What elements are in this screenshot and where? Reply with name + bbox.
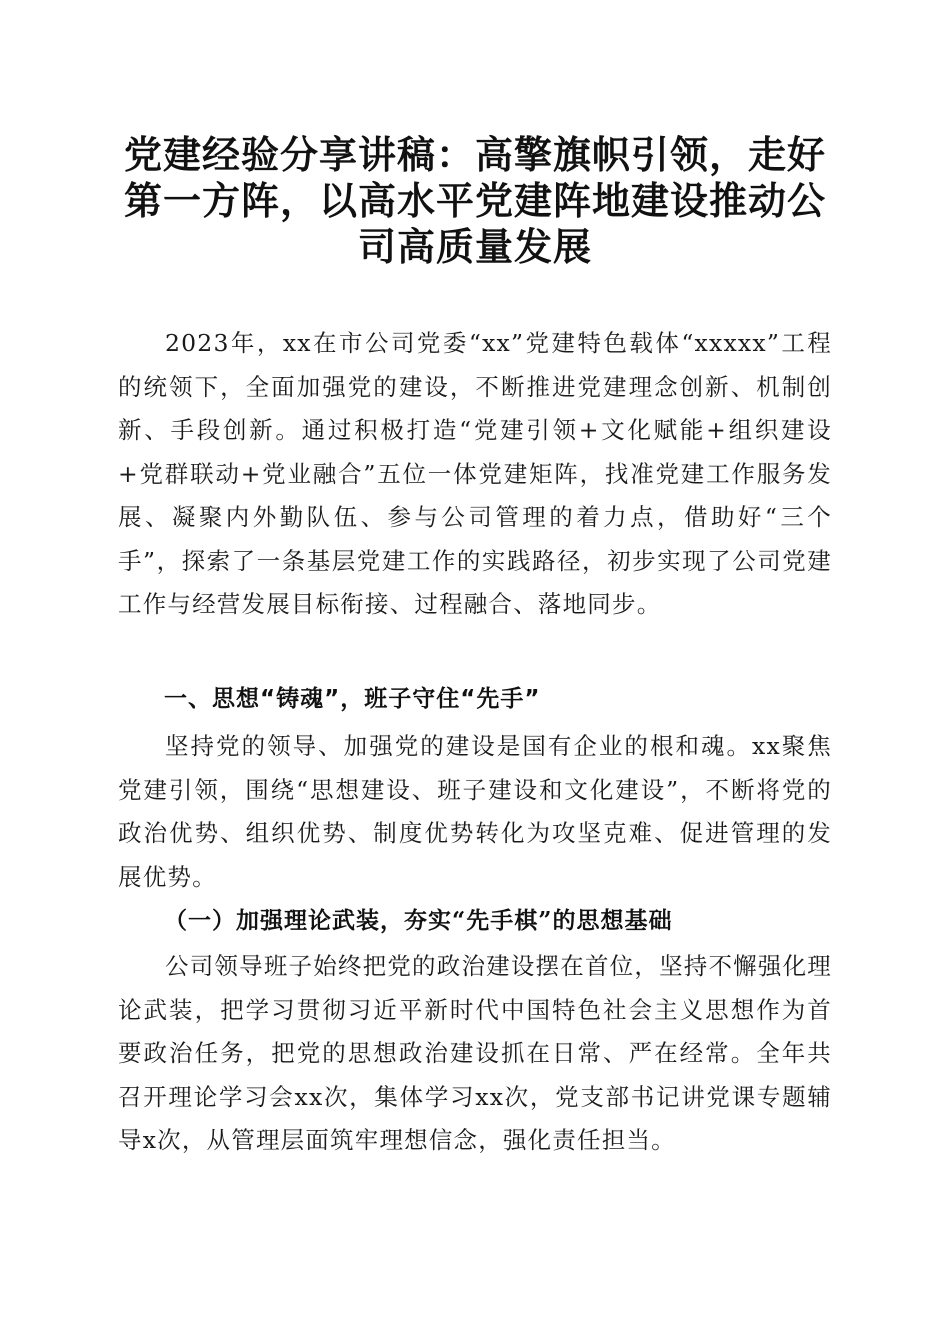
- section-1-paragraph: 坚持党的领导、加强党的建设是国有企业的根和魂。xx聚焦党建引领，围绕“思想建设、班子建设和文化建设”，不断将党的政治优势、组织优势、制度优势转化为攻坚克难、促进管理的发展优势。: [118, 732, 832, 891]
- document-title: 党建经验分享讲稿：高擎旗帜引领，走好第一方阵，以高水平党建阵地建设推动公司高质量发展: [123, 132, 826, 269]
- section-heading-1: 一、思想“铸魂”，班子守住“先手”: [164, 686, 541, 712]
- subsection-heading-1: （一）加强理论武装，夯实“先手棋”的思想基础: [164, 907, 673, 934]
- intro-paragraph: 2023年，xx在市公司党委“xx”党建特色载体“xxxxx”工程的统领下，全面加强党的建设，不断推进党建理念创新、机制创新、手段创新。通过积极打造“党建引领+文化赋能+组织建设+党群联动+党业融合”五位一体党建矩阵，找准党建工作服务发展、凝聚内外勤队伍、参与公司管理的着力点，借助好“三个手”，探索了一条基层党建工作的实践路径，初步实现了公司党建工作与经营发展目标衔接、过程融合、落地同步。: [118, 329, 832, 618]
- subsection-1-paragraph: 公司领导班子始终把党的政治建设摆在首位，坚持不懈强化理论武装，把学习贯彻习近平新时代中国特色社会主义思想作为首要政治任务，把党的思想政治建设抓在日常、严在经常。全年共召开理论学习会xx次，集体学习xx次，党支部书记讲党课专题辅导x次，从管理层面筑牢理想信念，强化责任担当。: [118, 952, 832, 1154]
